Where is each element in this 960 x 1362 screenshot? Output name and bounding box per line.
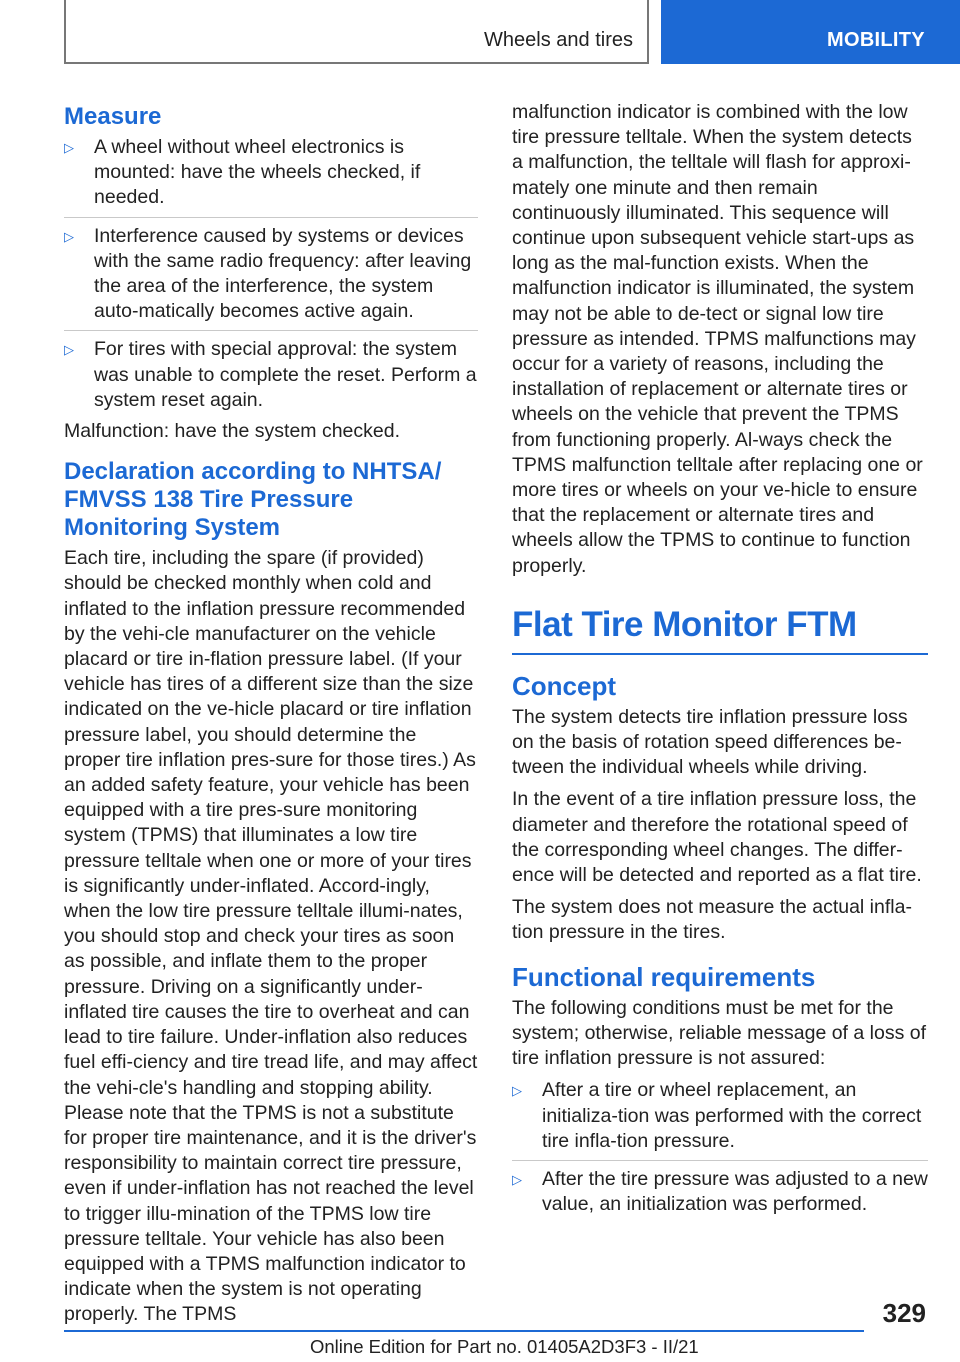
- measure-list: [64, 135, 478, 413]
- triangle-bullet-icon: ▷: [512, 1083, 522, 1099]
- continued-text: malfunction indicator is combined with the low tire pressure telltale. When the system detects a malfunction, the telltale will flash for approxi-mately one minute and then remain continuously illuminated. This sequence will continue upon subsequent vehicle start-ups as long as the mal-function exists. When the malfunction indicator is illuminated, the system may not be able to de-tect or signal low tire pressure as intended. TPMS malfunctions may occur for a variety of reasons, including the installation of replacement or alternate tires or wheels on the vehicle that prevent the TPMS from functioning properly. Al-ways check the TPMS malfunction telltale after replacing one or more tires or wheels on your ve-hicle to ensure that the replacement or alternate tires and wheels allow the TPMS to continue to function properly.: [512, 101, 923, 577]
- concept-paragraph: In the event of a tire inflation pressure loss, the diameter and therefore the rotational speed of the corresponding wheel changes. The differ-ence will be detected and reported as a flat tire.: [512, 788, 922, 887]
- triangle-bullet-icon: ▷: [64, 228, 74, 244]
- triangle-bullet-icon: ▷: [64, 140, 74, 155]
- list-item: ▷ Interference caused by systems or devices with the same radio frequency: after leaving the area of the interference, the system auto-matically becomes active again.: [64, 217, 478, 325]
- header-section-tab: [64, 0, 649, 64]
- declaration-text: Each tire, including the spare (if provided) should be checked monthly when cold and inflated to the inflation pressure recommended by the vehi-cle manufacturer on the vehicle placard or tire in-flation pressure label. (If your vehicle has tires of a different size than the size indicated on the ve-hicle placard or tire inflation pressure label, you should determine the proper tire inflation pres-sure for those tires.) As an added safety feature, your vehicle has been equipped with a tire pres-sure monitoring system (TPMS) that illuminates a low tire pressure telltale when one or more of your tires is significantly under-inflated. Accord-ingly, when the low tire pressure telltale illumi-nates, you should stop and check your tires as soon as possible, and inflate them to the proper pressure. Driving on a significantly under-inflated tire causes the tire to overheat and can lead to tire failure. Under-inflation also reduces fuel effi-ciency and tire tread life, and may affect the vehi-cle's handling and stopping ability. Please note that the TPMS is not a substitute for proper tire maintenance, and it is the driver's responsibility to maintain correct tire pressure, even if under-inflation has not reached the level to trigger illu-mination of the TPMS low tire pressure telltale. Your vehicle has also been equipped with a TPMS malfunction indicator to indicate when the system is not operating properly. The TPMS: [64, 547, 478, 1326]
- left-column: [64, 100, 478, 1335]
- header-section-label: Wheels and tires: [484, 29, 633, 51]
- footer-divider: [64, 1330, 864, 1332]
- triangle-bullet-icon: ▷: [64, 342, 74, 358]
- header-chapter-label: MOBILITY: [827, 29, 925, 51]
- list-item: ▷ For tires with special approval: the system was unable to complete the reset. Perform a system reset again.: [64, 330, 478, 413]
- functional-requirements-intro: The following conditions must be met for the system; otherwise, reliable message of a loss of tire inflation pressure is not assured:: [512, 996, 927, 1070]
- malfunction-text: Malfunction: have the system checked.: [64, 420, 401, 443]
- concept-paragraph: The system detects tire inflation pressure loss on the basis of rotation speed differences be-tween the individual wheels while driving.: [512, 705, 908, 779]
- functional-requirements-heading: Functional requirements: [512, 961, 816, 992]
- list-item: ▷ After a tire or wheel replacement, an initializa-tion was performed with the correct tire infla-tion pressure.: [512, 1079, 922, 1152]
- list-item: ▷ After the tire pressure was adjusted to a new value, an initialization was performed.: [512, 1160, 928, 1217]
- list-item: ▷ A wheel without wheel electronics is mounted: have the wheels checked, if needed.: [64, 136, 421, 209]
- triangle-bullet-icon: ▷: [512, 1171, 522, 1187]
- declaration-heading: Declaration according to NHTSA/ FMVSS 138 Tire Pressure Monitoring System: [64, 458, 442, 542]
- right-column: [512, 100, 928, 1223]
- measure-heading: Measure: [64, 103, 162, 130]
- ftm-title: Flat Tire Monitor FTM: [512, 605, 928, 655]
- page-number: 329: [882, 1298, 926, 1328]
- concept-paragraph: The system does not measure the actual infla-tion pressure in the tires.: [512, 896, 912, 944]
- footer-edition: Online Edition for Part no. 01405A2D3F3 - II/21: [310, 1336, 699, 1357]
- header-chapter-tab: [661, 0, 960, 64]
- functional-requirements-list: [512, 1078, 928, 1217]
- concept-heading: Concept: [512, 670, 616, 701]
